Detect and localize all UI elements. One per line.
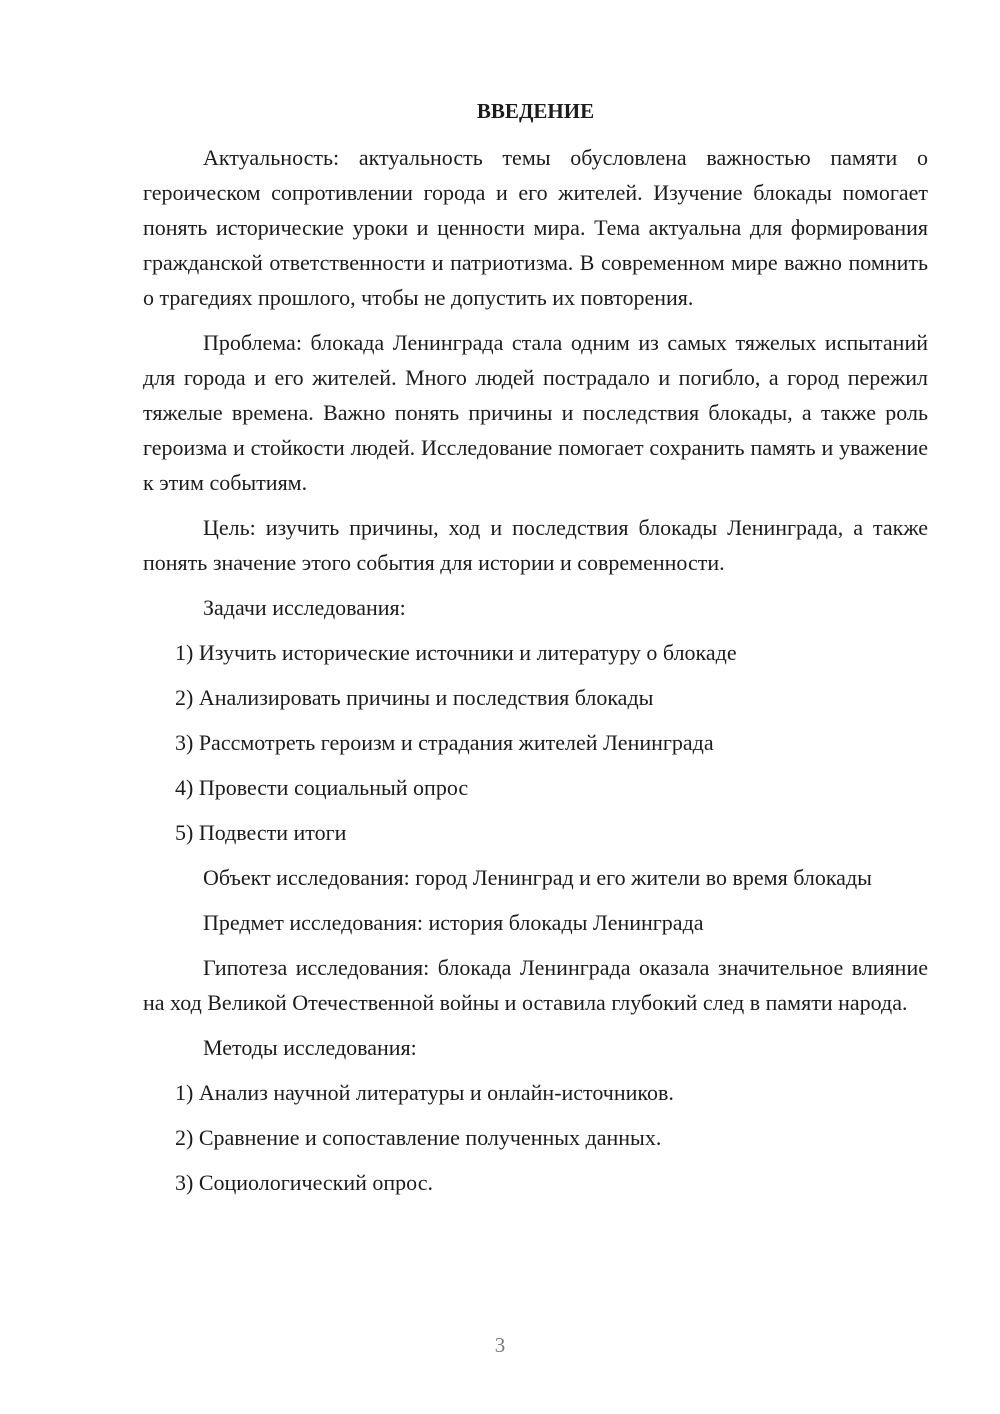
tasks-heading: Задачи исследования: [203,595,406,620]
list-item: 3) Социологический опрос. [175,1170,433,1195]
page-title: ВВЕДЕНИЕ [476,99,595,123]
object-paragraph: Объект исследования: город Ленинград и его жители во время блокады [203,865,872,890]
list-item: 1) Анализ научной литературы и онлайн-источников. [175,1080,674,1105]
goal-paragraph: Цель: изучить причины, ход и последствия блокады Ленинграда, а также понять значение этого события для истории и современности. [143,515,928,575]
list-item: 2) Анализировать причины и последствия блокады [175,685,654,710]
problem-paragraph: Проблема: блокада Ленинграда стала одним из самых тяжелых испытаний для города и его жителей. Много людей пострадало и погибло, а город пережил тяжелые времена. Важно понять причины и последствия блокады, а также роль героизма и стойкости людей. Исследование помогает сохранить память и уважение к этим событиям. [143,330,928,495]
subject-paragraph: Предмет исследования: история блокады Ленинграда [203,910,704,935]
methods-list [143,1075,928,1200]
list-item: 5) Подвести итоги [175,820,347,845]
list-item: 4) Провести социальный опрос [175,775,469,800]
tasks-list [143,635,928,850]
methods-heading: Методы исследования: [203,1035,417,1060]
document-page [143,92,928,1210]
relevance-paragraph: Актуальность: актуальность темы обусловлена важностью памяти о героическом сопротивлении города и его жителей. Изучение блокады помогает понять исторические уроки и ценности мира. Тема актуальна для формирования гражданской ответственности и патриотизма. В современном мире важно помнить о трагедиях прошлого, чтобы не допустить их повторения. [143,145,928,310]
list-item: 3) Рассмотреть героизм и страдания жителей Ленинграда [175,730,714,755]
list-item: 2) Сравнение и сопоставление полученных данных. [175,1125,662,1150]
page-number: 3 [494,1333,506,1357]
list-item: 1) Изучить исторические источники и литературу о блокаде [175,640,737,665]
hypothesis-paragraph: Гипотеза исследования: блокада Ленинграда оказала значительное влияние на ход Великой Отечественной войны и оставила глубокий след в памяти народа. [143,955,928,1015]
